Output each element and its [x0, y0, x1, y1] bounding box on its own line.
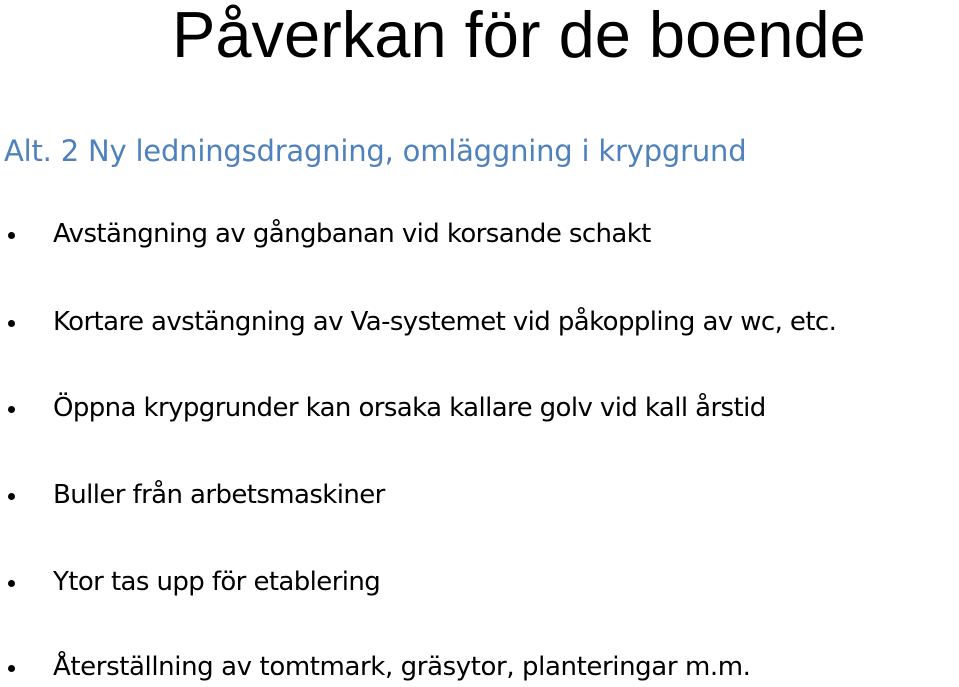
bullet-dot-icon — [8, 232, 15, 239]
bullet-text: Avstängning av gångbanan vid korsande schakt — [53, 219, 651, 249]
bullet-dot-icon — [8, 320, 15, 327]
bullet-dot-icon — [8, 493, 15, 500]
bullet-text: Öppna krypgrunder kan orsaka kallare golv vid kall årstid — [53, 393, 766, 423]
bullet-dot-icon — [8, 406, 15, 413]
bullet-text: Ytor tas upp för etablering — [53, 567, 381, 597]
bullet-text: Buller från arbetsmaskiner — [53, 480, 385, 510]
slide-subtitle: Alt. 2 Ny ledningsdragning, omläggning i krypgrund — [4, 134, 747, 168]
bullet-text: Kortare avstängning av Va-systemet vid påkoppling av wc, etc. — [53, 307, 837, 337]
bullet-text: Återställning av tomtmark, gräsytor, planteringar m.m. — [53, 652, 751, 682]
slide-title: Påverkan för de boende — [172, 0, 866, 71]
bullet-dot-icon — [8, 580, 15, 587]
bullet-dot-icon — [8, 665, 15, 672]
